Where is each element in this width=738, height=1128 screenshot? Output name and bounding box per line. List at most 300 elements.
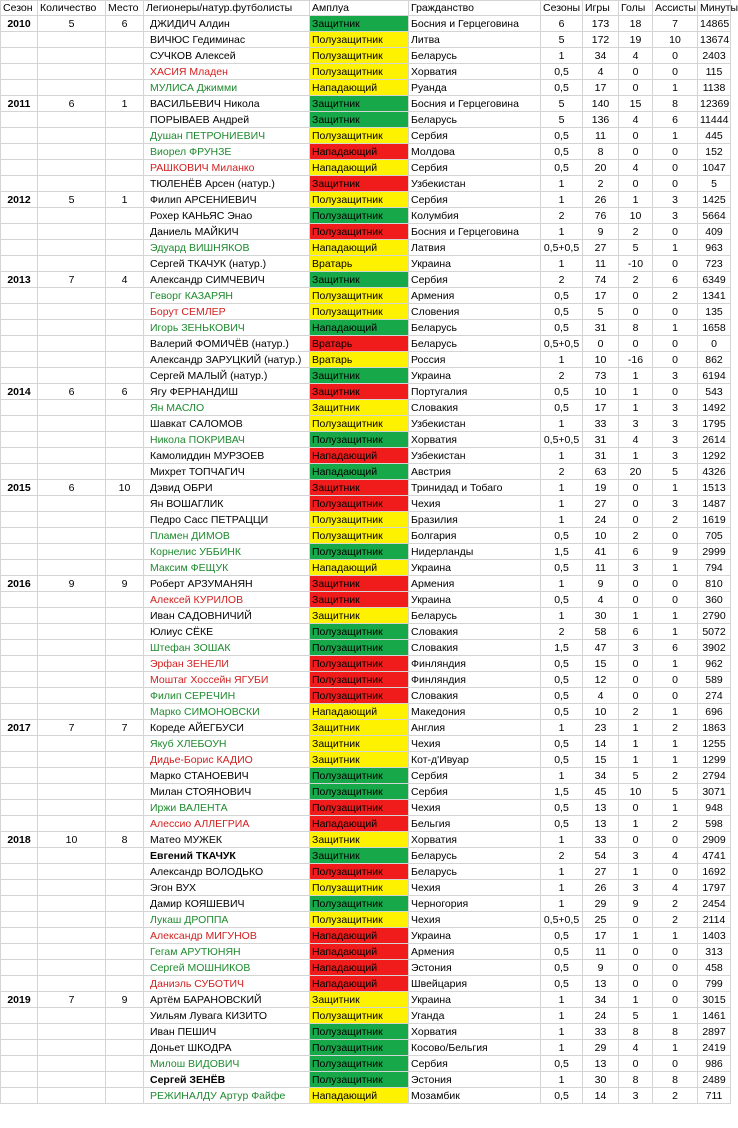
legionnaire-count: 6 [38,480,106,496]
player-country: Нидерланды [409,544,541,560]
player-games: 34 [583,992,619,1008]
player-goals: 3 [619,1088,653,1104]
player-role: Полузащитник [310,32,409,48]
player-goals: 9 [619,896,653,912]
player-games: 47 [583,640,619,656]
player-games: 173 [583,16,619,32]
player-name: Филип СЕРЕЧИН [144,688,310,704]
player-minutes: 810 [698,576,731,592]
season-year-empty [1,320,38,336]
legionnaire-count: 6 [38,96,106,112]
player-goals: 2 [619,272,653,288]
player-seasons: 1 [541,512,583,528]
player-goals: 10 [619,784,653,800]
player-country: Словакия [409,688,541,704]
player-seasons: 0,5 [541,688,583,704]
table-row [1,256,731,272]
player-seasons: 1 [541,480,583,496]
league-place-empty [106,800,144,816]
table-row [1,336,731,352]
player-country: Бразилия [409,512,541,528]
player-assists: 1 [653,752,698,768]
season-year-empty [1,288,38,304]
season-year-empty [1,432,38,448]
table-row [1,80,731,96]
player-assists: 8 [653,1024,698,1040]
player-name: ДЖИДИЧ Алдин [144,16,310,32]
player-country: Сербия [409,272,541,288]
player-name: Даниэль СУБОТИЧ [144,976,310,992]
table-row [1,704,731,720]
table-row [1,96,731,112]
player-minutes: 711 [698,1088,731,1104]
player-country: Украина [409,368,541,384]
player-role: Защитник [310,176,409,192]
player-assists: 0 [653,256,698,272]
table-row [1,144,731,160]
legionnaire-count-empty [38,1056,106,1072]
player-seasons: 0,5 [541,288,583,304]
table-row [1,1024,731,1040]
league-place-empty [106,144,144,160]
player-country: Македония [409,704,541,720]
player-goals: 0 [619,512,653,528]
player-goals: 0 [619,976,653,992]
player-name: Ян ВОШАГЛИК [144,496,310,512]
player-assists: 6 [653,112,698,128]
player-country: Словакия [409,640,541,656]
player-country: Сербия [409,160,541,176]
player-seasons: 1,5 [541,544,583,560]
player-goals: 1 [619,752,653,768]
player-country: Беларусь [409,848,541,864]
league-place-empty [106,48,144,64]
player-seasons: 0,5 [541,1056,583,1072]
player-role: Защитник [310,720,409,736]
player-role: Полузащитник [310,432,409,448]
player-role: Защитник [310,832,409,848]
player-games: 25 [583,912,619,928]
player-games: 33 [583,416,619,432]
season-year: 2013 [1,272,38,288]
player-goals: 0 [619,656,653,672]
player-name: Марко СИМОНОВСКИ [144,704,310,720]
player-assists: 0 [653,592,698,608]
player-name: Сергей ТКАЧУК (натур.) [144,256,310,272]
player-role: Полузащитник [310,64,409,80]
player-name: Валерий ФОМИЧЁВ (натур.) [144,336,310,352]
table-row [1,384,731,400]
table-row [1,480,731,496]
table-row [1,976,731,992]
player-country: Беларусь [409,48,541,64]
player-seasons: 0,5 [541,320,583,336]
player-name: Эдуард ВИШНЯКОВ [144,240,310,256]
player-seasons: 0,5 [541,1088,583,1104]
player-assists: 0 [653,160,698,176]
player-role: Защитник [310,112,409,128]
season-year-empty [1,224,38,240]
season-year-empty [1,208,38,224]
season-year-empty [1,800,38,816]
player-minutes: 1487 [698,496,731,512]
player-name: Александр МИГУНОВ [144,928,310,944]
player-country: Руанда [409,80,541,96]
player-name: Иван САДОВНИЧИЙ [144,608,310,624]
player-assists: 0 [653,528,698,544]
player-country: Сербия [409,128,541,144]
season-year-empty [1,416,38,432]
player-goals: 1 [619,608,653,624]
player-role: Полузащитник [310,896,409,912]
player-seasons: 1 [541,880,583,896]
col-header-seasons: Сезоны [541,1,583,16]
player-games: 73 [583,368,619,384]
player-name: СУЧКОВ Алексей [144,48,310,64]
player-role: Защитник [310,992,409,1008]
player-games: 13 [583,1056,619,1072]
player-name: ВАСИЛЬЕВИЧ Никола [144,96,310,112]
player-assists: 0 [653,960,698,976]
player-assists: 6 [653,640,698,656]
player-minutes: 3015 [698,992,731,1008]
player-country: Сербия [409,784,541,800]
season-year-empty [1,1072,38,1088]
player-role: Нападающий [310,320,409,336]
player-role: Защитник [310,848,409,864]
player-seasons: 1 [541,1008,583,1024]
player-role: Нападающий [310,976,409,992]
player-role: Защитник [310,368,409,384]
legionnaire-count-empty [38,944,106,960]
player-assists: 0 [653,1056,698,1072]
player-seasons: 1 [541,576,583,592]
player-role: Вратарь [310,352,409,368]
player-assists: 0 [653,672,698,688]
player-assists: 3 [653,208,698,224]
player-role: Нападающий [310,80,409,96]
legionnaire-count-empty [38,912,106,928]
player-seasons: 1 [541,608,583,624]
player-games: 2 [583,176,619,192]
season-year-empty [1,960,38,976]
legionnaire-count: 7 [38,272,106,288]
league-place-empty [106,880,144,896]
player-minutes: 135 [698,304,731,320]
player-country: Португалия [409,384,541,400]
player-role: Полузащитник [310,912,409,928]
player-country: Хорватия [409,1024,541,1040]
player-country: Кот-д'Ивуар [409,752,541,768]
season-year-empty [1,880,38,896]
player-seasons: 0,5 [541,592,583,608]
table-row [1,816,731,832]
table-row [1,272,731,288]
player-games: 63 [583,464,619,480]
player-goals: 18 [619,16,653,32]
league-place: 4 [106,272,144,288]
table-row [1,288,731,304]
player-games: 31 [583,432,619,448]
table-row [1,192,731,208]
season-year-empty [1,656,38,672]
player-role: Защитник [310,384,409,400]
league-place-empty [106,672,144,688]
player-assists: 9 [653,544,698,560]
legionnaire-count: 9 [38,576,106,592]
player-minutes: 1619 [698,512,731,528]
player-assists: 0 [653,144,698,160]
player-minutes: 1138 [698,80,731,96]
player-assists: 0 [653,992,698,1008]
player-minutes: 2403 [698,48,731,64]
season-year-empty [1,976,38,992]
league-place: 7 [106,720,144,736]
player-country: Латвия [409,240,541,256]
league-place-empty [106,400,144,416]
season-year-empty [1,256,38,272]
player-assists: 3 [653,448,698,464]
player-name: Алессио АЛЛЕГРИА [144,816,310,832]
player-country: Черногория [409,896,541,912]
player-role: Защитник [310,608,409,624]
player-assists: 0 [653,352,698,368]
table-row [1,928,731,944]
player-games: 26 [583,192,619,208]
season-year: 2010 [1,16,38,32]
league-place-empty [106,624,144,640]
season-year-empty [1,816,38,832]
legionnaire-count-empty [38,208,106,224]
league-place-empty [106,448,144,464]
legionnaire-count-empty [38,848,106,864]
player-goals: 4 [619,160,653,176]
legionnaire-count-empty [38,160,106,176]
player-minutes: 696 [698,704,731,720]
player-country: Хорватия [409,432,541,448]
player-country: Бельгия [409,816,541,832]
player-name: Роберт АРЗУМАНЯН [144,576,310,592]
player-name: Борут СЕМЛЕР [144,304,310,320]
player-seasons: 2 [541,368,583,384]
table-row [1,464,731,480]
legionnaire-count-empty [38,128,106,144]
legionnaire-count-empty [38,464,106,480]
legionnaire-count-empty [38,544,106,560]
player-minutes: 2790 [698,608,731,624]
season-year-empty [1,176,38,192]
player-assists: 3 [653,368,698,384]
league-place-empty [106,416,144,432]
player-role: Нападающий [310,944,409,960]
table-row [1,528,731,544]
table-row [1,112,731,128]
player-games: 140 [583,96,619,112]
table-row [1,1072,731,1088]
player-assists: 1 [653,240,698,256]
table-row [1,320,731,336]
player-goals: 0 [619,576,653,592]
player-goals: 0 [619,144,653,160]
player-minutes: 313 [698,944,731,960]
player-minutes: 274 [698,688,731,704]
player-name: Евгений ТКАЧУК [144,848,310,864]
player-seasons: 0,5 [541,80,583,96]
player-name: Виорел ФРУНЗЕ [144,144,310,160]
league-place-empty [106,1008,144,1024]
player-seasons: 0,5 [541,928,583,944]
player-seasons: 1 [541,496,583,512]
table-row [1,224,731,240]
player-country: Хорватия [409,64,541,80]
player-games: 10 [583,384,619,400]
player-seasons: 2 [541,848,583,864]
player-minutes: 4741 [698,848,731,864]
table-row [1,912,731,928]
player-name: Душан ПЕТРОНИЕВИЧ [144,128,310,144]
legionnaire-count-empty [38,320,106,336]
legionnaire-count-empty [38,704,106,720]
table-row [1,672,731,688]
league-place: 8 [106,832,144,848]
player-minutes: 3071 [698,784,731,800]
player-games: 26 [583,880,619,896]
season-year-empty [1,400,38,416]
player-minutes: 152 [698,144,731,160]
player-role: Полузащитник [310,624,409,640]
player-goals: 1 [619,384,653,400]
season-year-empty [1,240,38,256]
table-row [1,944,731,960]
season-year-empty [1,544,38,560]
table-row [1,32,731,48]
legionnaire-count-empty [38,336,106,352]
legionnaire-count-empty [38,816,106,832]
player-goals: 4 [619,432,653,448]
player-country: Косово/Бельгия [409,1040,541,1056]
player-seasons: 5 [541,32,583,48]
player-goals: 0 [619,912,653,928]
table-row [1,624,731,640]
player-country: Чехия [409,800,541,816]
player-assists: 1 [653,736,698,752]
legionnaire-count-empty [38,48,106,64]
player-games: 31 [583,320,619,336]
player-games: 13 [583,976,619,992]
player-assists: 1 [653,320,698,336]
season-year-empty [1,160,38,176]
player-games: 54 [583,848,619,864]
player-name: Сергей ЗЕНЁВ [144,1072,310,1088]
player-name: Сергей МАЛЫЙ (натур.) [144,368,310,384]
player-name: Дамир КОЯШЕВИЧ [144,896,310,912]
player-name: Милан СТОЯНОВИЧ [144,784,310,800]
player-goals: 1 [619,736,653,752]
player-assists: 0 [653,304,698,320]
player-name: Моштаг Хоссейн ЯГУБИ [144,672,310,688]
player-games: 11 [583,560,619,576]
season-year-empty [1,560,38,576]
season-year-empty [1,608,38,624]
league-place-empty [106,208,144,224]
table-row [1,560,731,576]
season-year-empty [1,352,38,368]
season-year-empty [1,928,38,944]
legionnaire-count: 7 [38,992,106,1008]
player-name: Максим ФЕЩУК [144,560,310,576]
player-minutes: 948 [698,800,731,816]
league-place-empty [106,1056,144,1072]
player-assists: 2 [653,912,698,928]
player-country: Сербия [409,1056,541,1072]
col-header-games: Игры [583,1,619,16]
player-games: 31 [583,448,619,464]
player-goals: 1 [619,400,653,416]
player-seasons: 0,5 [541,752,583,768]
player-country: Австрия [409,464,541,480]
league-place-empty [106,560,144,576]
player-goals: 0 [619,80,653,96]
player-goals: 0 [619,672,653,688]
player-name: Педро Сасс ПЕТРАЦЦИ [144,512,310,528]
player-name: Юлиус СЁКЕ [144,624,310,640]
player-country: Эстония [409,960,541,976]
player-goals: 3 [619,848,653,864]
player-goals: 0 [619,592,653,608]
player-games: 136 [583,112,619,128]
player-minutes: 115 [698,64,731,80]
legionnaire-count-empty [38,416,106,432]
player-country: Финляндия [409,672,541,688]
player-name: Иван ПЕШИЧ [144,1024,310,1040]
season-year-empty [1,752,38,768]
player-role: Полузащитник [310,784,409,800]
player-minutes: 2897 [698,1024,731,1040]
league-place-empty [106,912,144,928]
player-role: Защитник [310,576,409,592]
player-country: Узбекистан [409,448,541,464]
legionnaire-count-empty [38,1008,106,1024]
player-minutes: 1658 [698,320,731,336]
player-games: 10 [583,528,619,544]
player-role: Нападающий [310,960,409,976]
player-assists: 5 [653,464,698,480]
player-seasons: 0,5 [541,144,583,160]
player-goals: 0 [619,832,653,848]
league-place-empty [106,32,144,48]
season-year: 2018 [1,832,38,848]
legionnaire-count-empty [38,224,106,240]
player-assists: 8 [653,96,698,112]
player-minutes: 12369 [698,96,731,112]
player-name: Даниель МАЙКИЧ [144,224,310,240]
player-seasons: 2 [541,208,583,224]
legionnaire-count-empty [38,400,106,416]
player-name: Гегам АРУТЮНЯН [144,944,310,960]
player-name: РЕЖИНАЛДУ Артур Файфе [144,1088,310,1104]
player-minutes: 589 [698,672,731,688]
player-games: 9 [583,960,619,976]
table-row [1,848,731,864]
table-row [1,784,731,800]
season-year-empty [1,128,38,144]
player-minutes: 1047 [698,160,731,176]
season-year: 2016 [1,576,38,592]
league-place-empty [106,512,144,528]
player-games: 34 [583,768,619,784]
player-goals: 1 [619,816,653,832]
player-goals: 5 [619,768,653,784]
